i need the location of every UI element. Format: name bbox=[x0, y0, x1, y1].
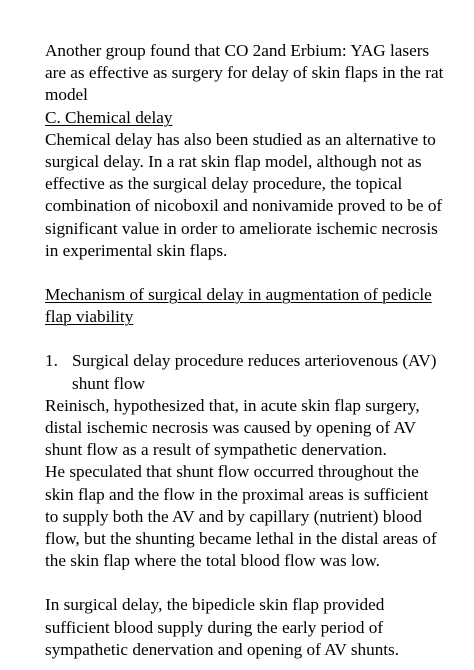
numbered-list-item bbox=[45, 350, 445, 394]
paragraph-bipedicle: In surgical delay, the bipedicle skin flap provided sufficient blood supply during the early period of sympathetic denervation and opening of AV shunts. bbox=[45, 595, 400, 659]
paragraph-lasers: Another group found that CO 2and Erbium: YAG lasers are as effective as surgery for delay of skin flaps in the rat model bbox=[45, 41, 444, 105]
paragraph-speculated: He speculated that shunt flow occurred throughout the skin flap and the flow in the proximal areas is sufficient to supply both the AV and by capillary (nutrient) blood flow, but the shunting became lethal in the distal areas of the skin flap where the total blood flow was low. bbox=[45, 462, 437, 571]
document-page bbox=[45, 40, 445, 661]
spacer bbox=[45, 262, 445, 284]
section-heading-mechanism: Mechanism of surgical delay in augmentation of pedicle flap viability bbox=[45, 285, 432, 327]
list-item-number: 1. bbox=[45, 351, 58, 371]
spacer bbox=[45, 572, 445, 594]
paragraph-chemical-delay: Chemical delay has also been studied as an alternative to surgical delay. In a rat skin flap model, although not as effective as the surgical delay procedure, the topical combination of nicoboxil and nonivamide proved to be of significant value in order to ameliorate ischemic necrosis in experimental skin flaps. bbox=[45, 129, 443, 260]
list-item-text: Surgical delay procedure reduces arteriovenous (AV) shunt flow bbox=[72, 351, 437, 393]
section-heading-chemical-delay: C. Chemical delay bbox=[45, 107, 173, 127]
paragraph-reinisch: Reinisch, hypothesized that, in acute skin flap surgery, distal ischemic necrosis was caused by opening of AV shunt flow as a result of sympathetic denervation. bbox=[45, 395, 420, 460]
spacer bbox=[45, 328, 445, 350]
